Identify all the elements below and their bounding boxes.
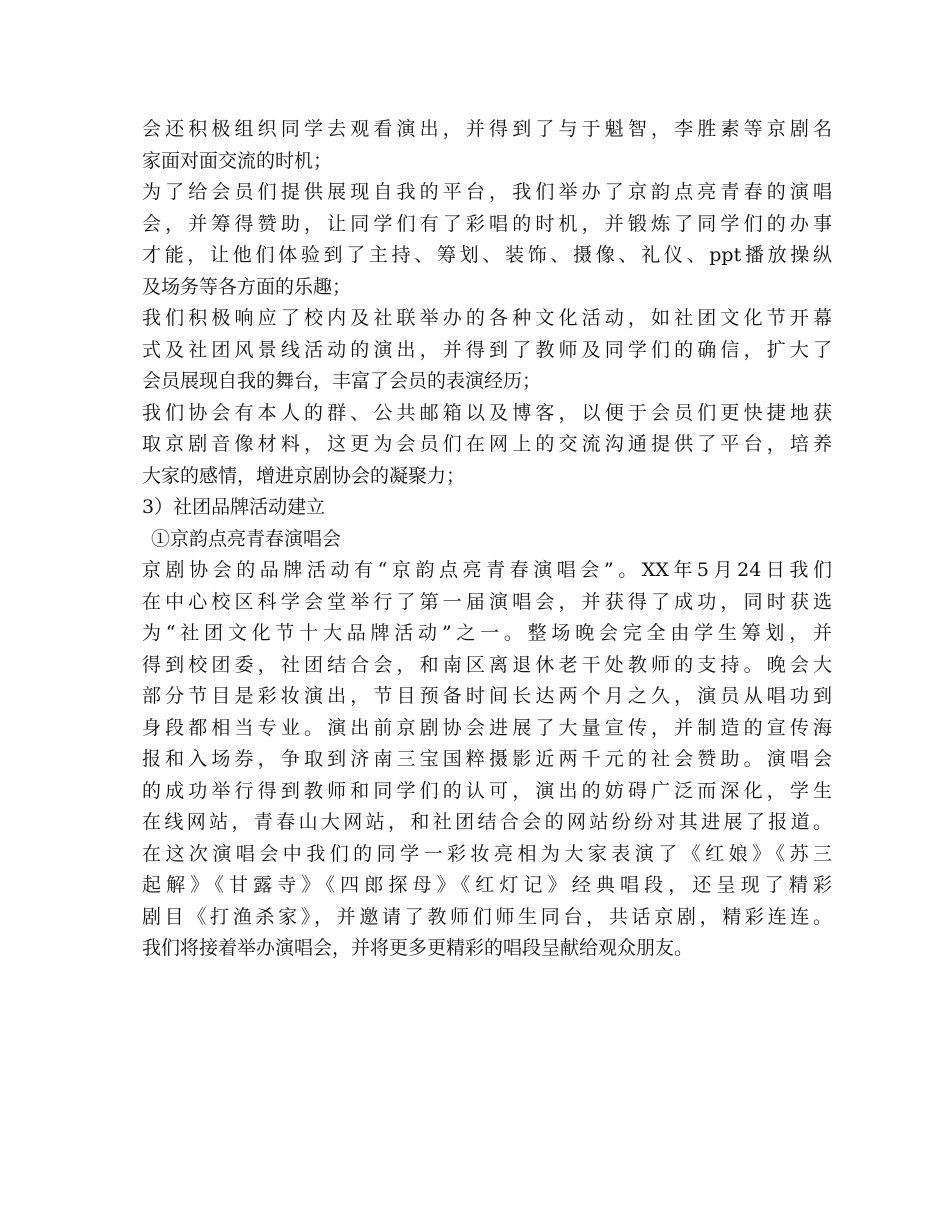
text-line: 取京剧音像材料，这更为会员们在网上的交流沟通提供了平台，培养 bbox=[142, 433, 832, 455]
text-line: 会员展现自我的舞台，丰富了会员的表演经历； bbox=[142, 370, 542, 392]
text-line: 大家的感情，增进京剧协会的凝聚力； bbox=[142, 464, 466, 487]
text-line: 我们将接着举办演唱会，并将更多更精彩的唱段呈献给观众朋友。 bbox=[142, 937, 694, 959]
subsection-heading: ①京韵点亮青春演唱会 bbox=[151, 527, 342, 550]
text-line: 报和入场券，争取到济南三宝国粹摄影近两千元的社会赞助。演唱会 bbox=[142, 748, 832, 770]
text-line: 式及社团风景线活动的演出，并得到了教师及同学们的确信，扩大了 bbox=[142, 338, 832, 361]
text-line: 在线网站，青春山大网站，和社团结合会的网站纷纷对其进展了报道。 bbox=[142, 811, 832, 833]
text-line: 剧目《打渔杀家》，并邀请了教师们师生同台，共话京剧，精彩连连。 bbox=[142, 905, 832, 928]
text-line: 起解》《甘露寺》《四郎探母》《红灯记》经典唱段，还呈现了精彩 bbox=[142, 874, 832, 896]
text-line: 京剧协会的品牌活动有“京韵点亮青春演唱会”。XX年5月24日我们 bbox=[142, 559, 832, 581]
text-line: 及场务等各方面的乐趣； bbox=[142, 275, 352, 298]
text-line: 的成功举行得到教师和同学们的认可，演出的妨碍广泛而深化，学生 bbox=[142, 779, 832, 802]
text-line: 在这次演唱会中我们的同学一彩妆亮相为大家表演了《红娘》《苏三 bbox=[142, 842, 832, 865]
text-line: 会，并筹得赞助，让同学们有了彩唱的时机，并锻炼了同学们的办事 bbox=[142, 212, 832, 235]
document-body bbox=[142, 114, 832, 965]
text-line: 为了给会员们提供展现自我的平台，我们举办了京韵点亮青春的演唱 bbox=[142, 181, 832, 203]
text-line: 会还积极组织同学去观看演出，并得到了与于魁智，李胜素等京剧名 bbox=[142, 118, 832, 140]
text-line: 身段都相当专业。演出前京剧协会进展了大量宣传，并制造的宣传海 bbox=[142, 716, 832, 739]
text-line: 在中心校区科学会堂举行了第一届演唱会，并获得了成功，同时获选 bbox=[142, 590, 832, 613]
text-line: 部分节目是彩妆演出，节目预备时间长达两个月之久，演员从唱功到 bbox=[142, 685, 832, 707]
text-line: 家面对面交流的时机； bbox=[142, 149, 333, 172]
text-line: 得到校团委，社团结合会，和南区离退休老干处教师的支持。晚会大 bbox=[142, 653, 832, 676]
text-line: 我们积极响应了校内及社联举办的各种文化活动，如社团文化节开幕 bbox=[142, 307, 832, 329]
text-line: 为“社团文化节十大品牌活动”之一。整场晚会完全由学生筹划，并 bbox=[142, 622, 832, 644]
section-heading: 3）社团品牌活动建立 bbox=[142, 496, 326, 518]
text-line: 才能，让他们体验到了主持、筹划、装饰、摄像、礼仪、ppt播放操纵 bbox=[142, 244, 832, 266]
text-line: 我们协会有本人的群、公共邮箱以及博客，以便于会员们更快捷地获 bbox=[142, 401, 832, 424]
